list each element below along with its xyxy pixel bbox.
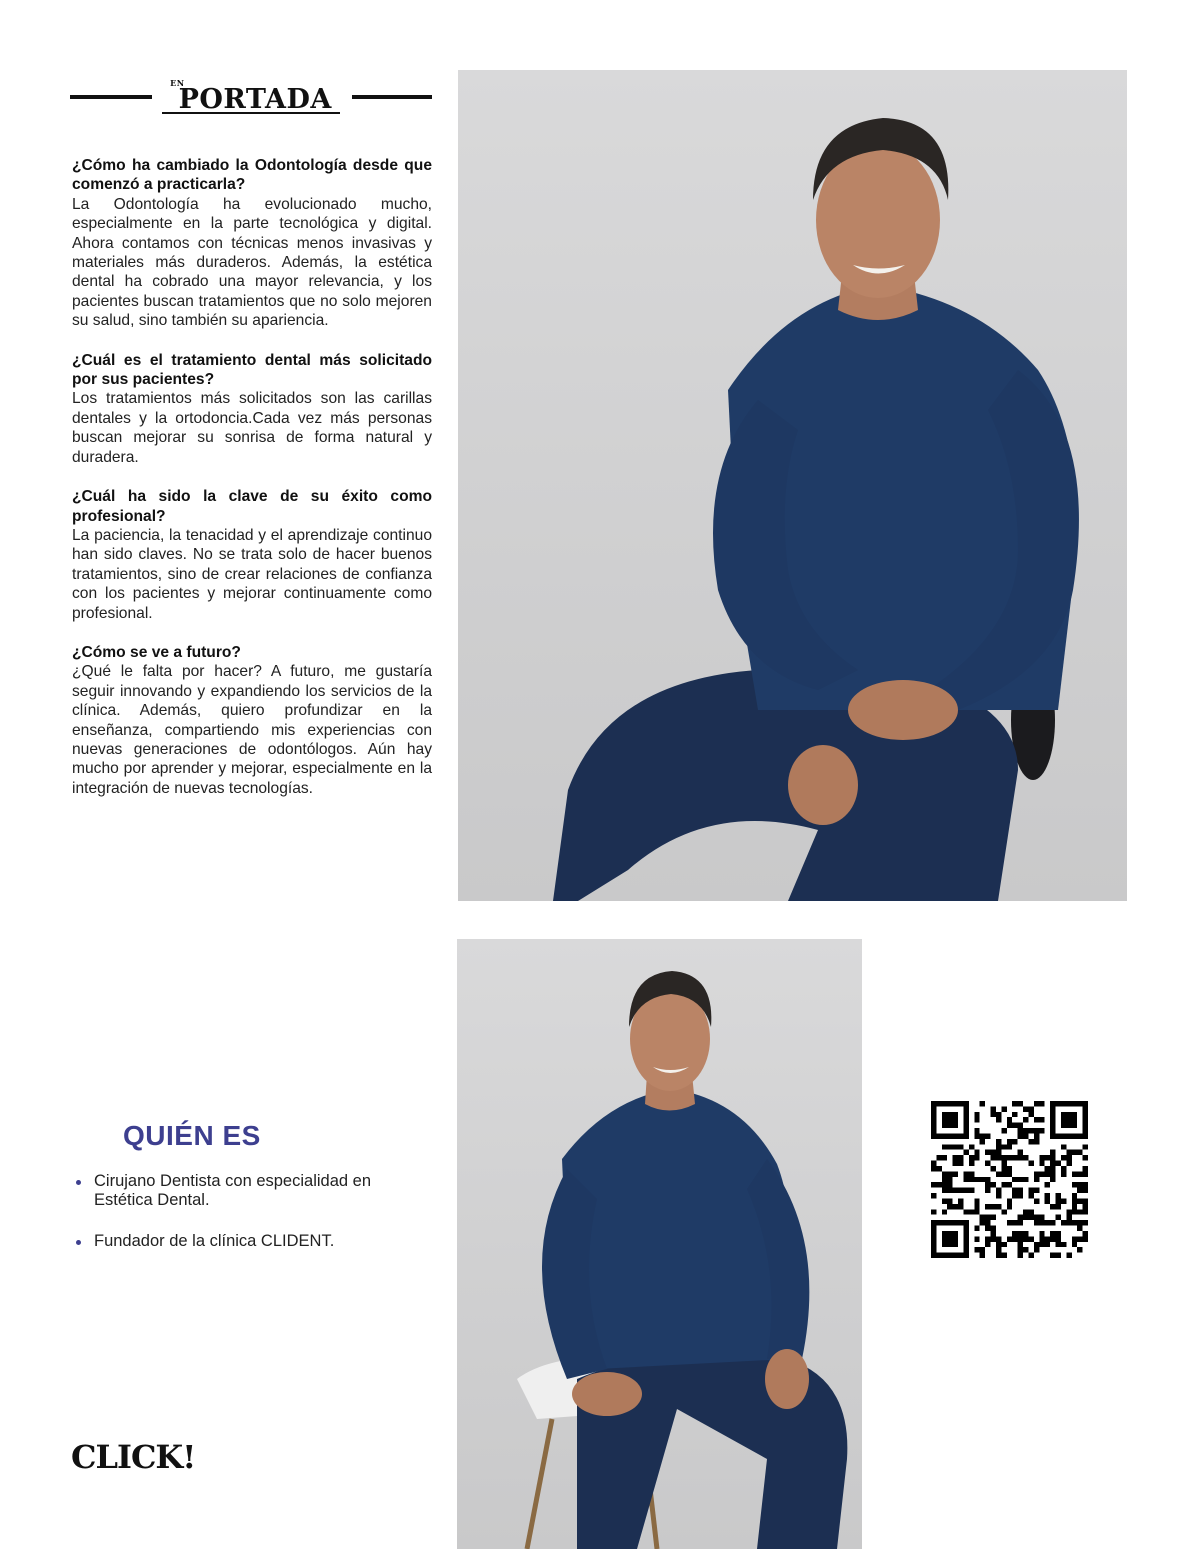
qr-code-icon[interactable] — [931, 1101, 1088, 1258]
list-item — [74, 1232, 424, 1251]
quien-es-title: QUIÉN ES — [123, 1120, 261, 1151]
quien-es-list — [74, 1172, 424, 1273]
section-brand — [162, 80, 340, 114]
portrait-photo-main — [458, 70, 1127, 901]
answer: La paciencia, la tenacidad y el aprendizaje continuo han sido claves. No se trata solo de hacer buenos tratamientos, sino de crear relaciones de confianza con los pacientes y mejorar continuamente como profesional. — [72, 526, 432, 622]
qa-block — [72, 487, 432, 623]
header-rule-left — [70, 95, 152, 99]
question: ¿Cómo ha cambiado la Odontología desde que comenzó a practicarla? — [72, 157, 432, 194]
question: ¿Cuál es el tratamiento dental más solicitado por sus pacientes? — [72, 351, 432, 389]
question: ¿Cuál ha sido la clave de su éxito como profesional? — [72, 488, 432, 525]
list-item-text: Fundador de la clínica CLIDENT. — [94, 1232, 335, 1250]
portrait-illustration-secondary — [457, 939, 862, 1549]
bullet-icon — [76, 1180, 81, 1185]
answer: Los tratamientos más solicitados son las carillas dentales y la ortodoncia.Cada vez más personas buscan mejorar su sonrisa de forma natural y duradera. — [72, 390, 432, 466]
brand-sup: EN — [170, 78, 185, 88]
list-item — [74, 1172, 424, 1210]
portrait-photo-secondary — [457, 939, 862, 1549]
qa-block — [72, 643, 432, 798]
click-logo: CLICK! — [71, 1438, 196, 1476]
bullet-icon — [76, 1240, 81, 1245]
qa-block — [72, 156, 432, 331]
list-item-text: Cirujano Dentista con especialidad en Estética Dental. — [94, 1172, 372, 1209]
brand-title: PORTADA — [178, 84, 332, 115]
answer: ¿Qué le falta por hacer? A futuro, me gustaría seguir innovando y expandiendo los servicios de la clínica. Además, quiero profundizar en la enseñanza, compartiendo mis experiencias con nuevas generaciones de odontólogos. Aún hay mucho por aprender y mejorar, especialmente en la integración de nuevas tecnologías. — [72, 663, 432, 797]
interview-column — [72, 156, 432, 818]
portrait-illustration — [458, 70, 1127, 901]
header-rule-right — [352, 95, 432, 99]
section-header — [70, 78, 432, 115]
answer: La Odontología ha evolucionado mucho, especialmente en la parte tecnológica y digital. Ahora contamos con técnicas menos invasivas y materiales más duraderos. Además, la estética dental ha cobrado una mayor relevancia, y los pacientes buscan tratamientos que no solo mejoren su salud, sino también su apariencia. — [72, 195, 432, 330]
question: ¿Cómo se ve a futuro? — [72, 643, 241, 661]
qa-block — [72, 351, 432, 467]
